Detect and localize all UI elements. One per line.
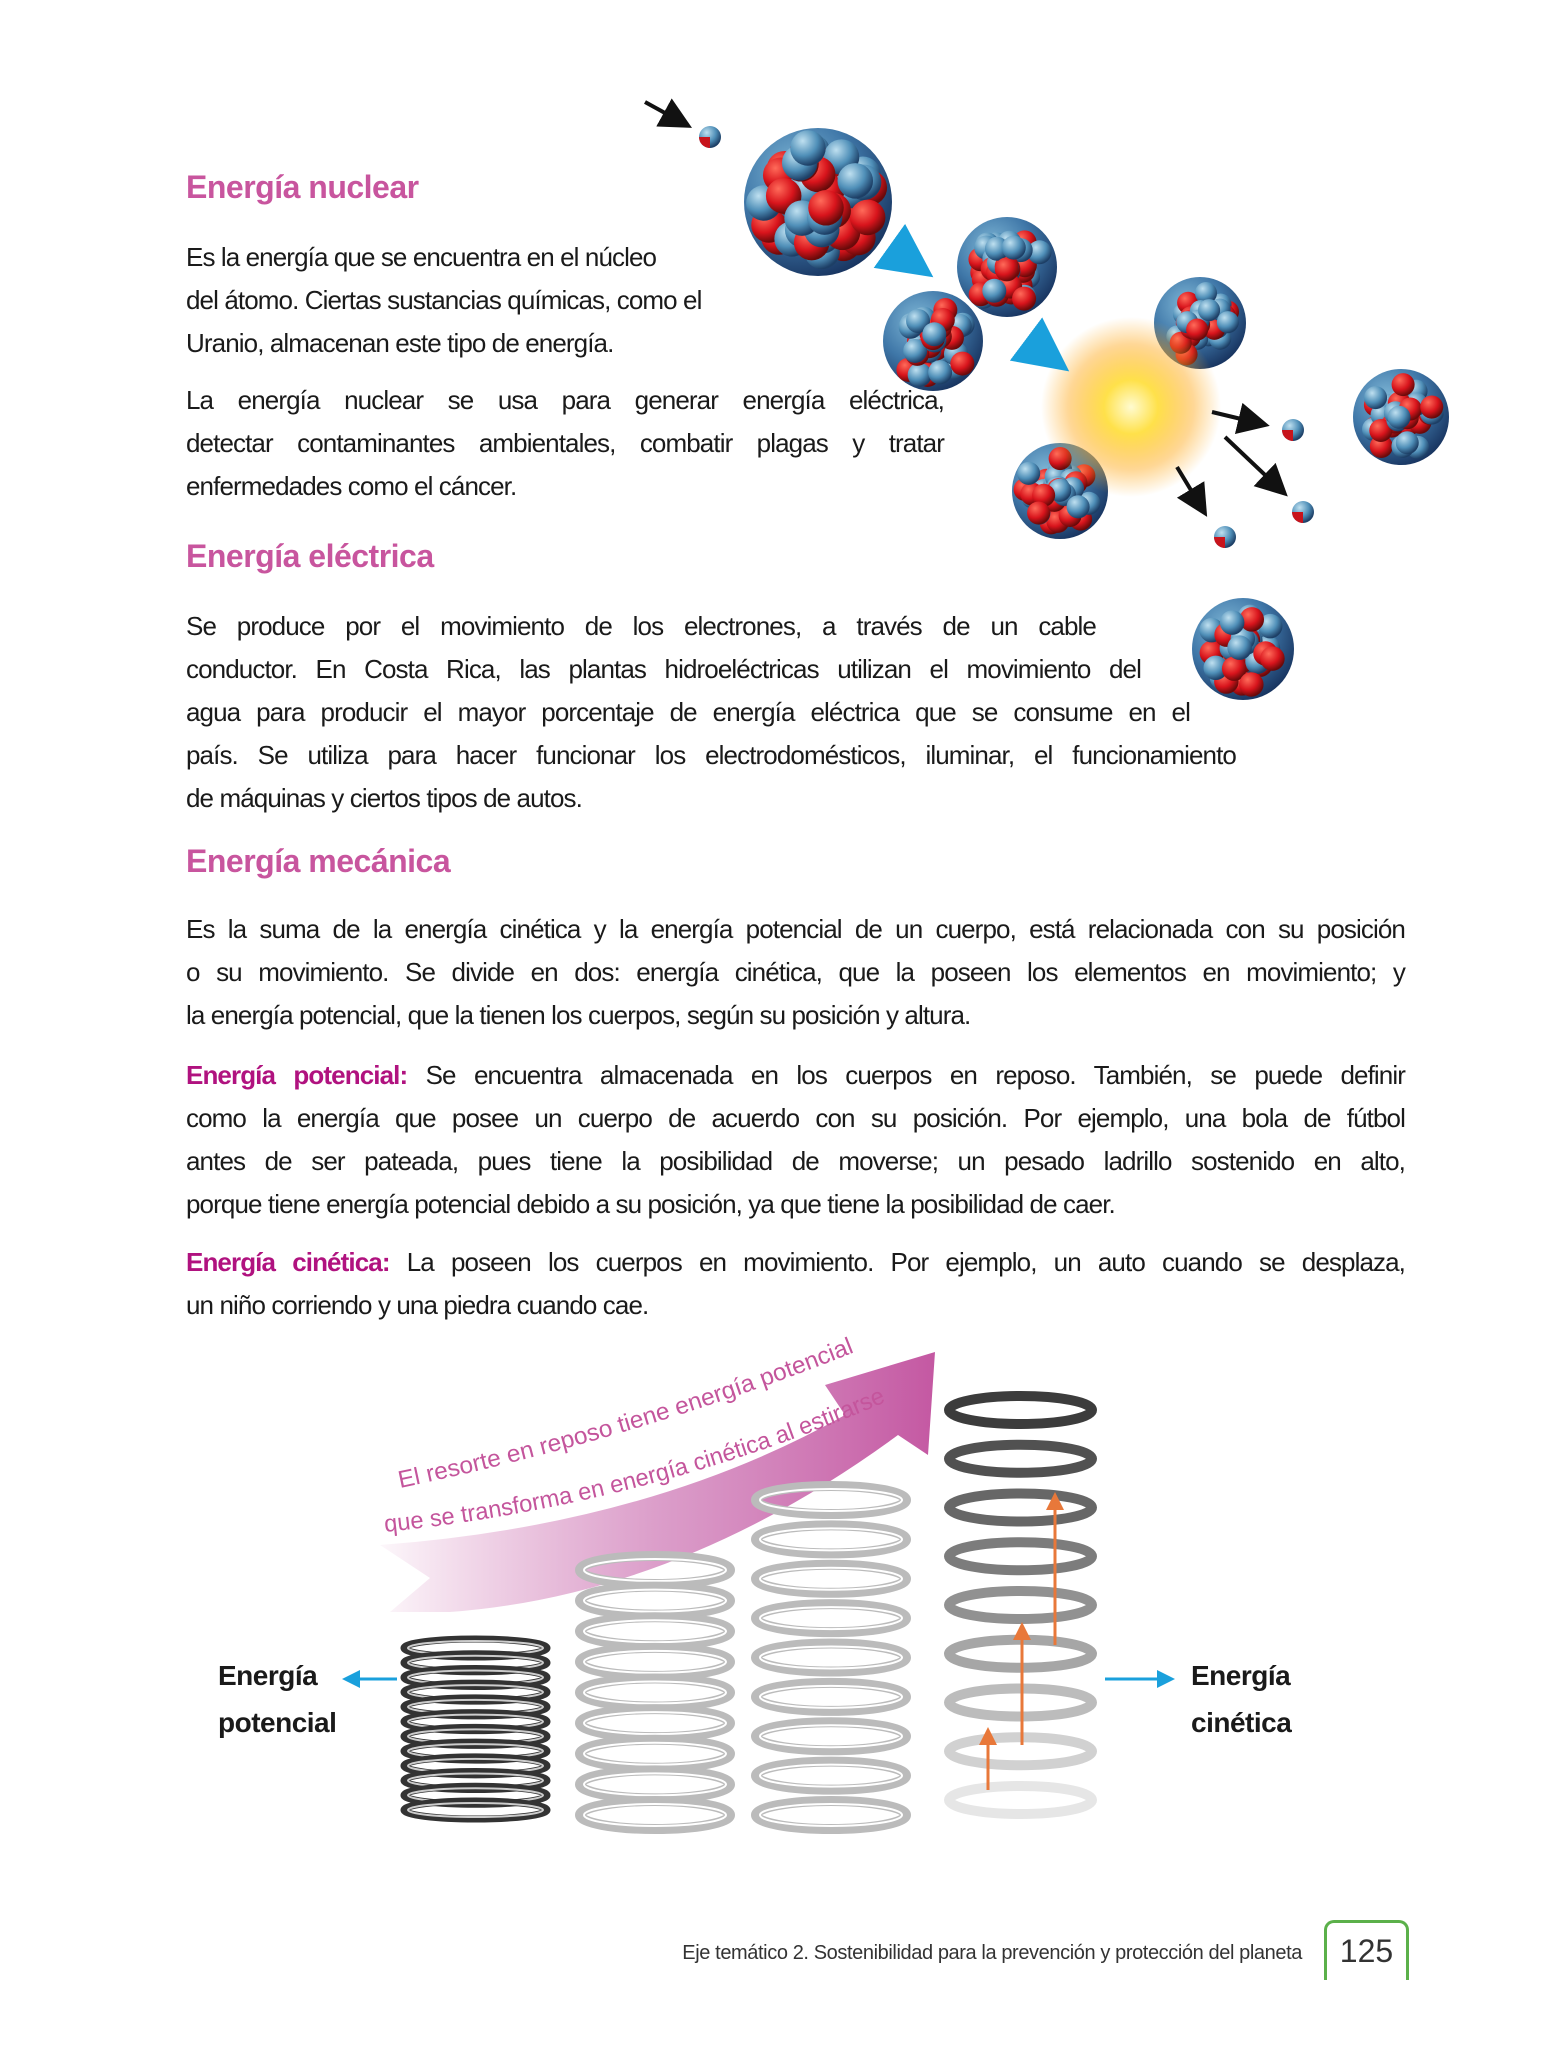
label-line: cinética [1191, 1707, 1292, 1738]
text-line: antes de ser pateada, pues tiene la posibilidad de moverse; un pesado ladrillo sostenido en alto, [186, 1146, 1405, 1176]
text-line: de máquinas y ciertos tipos de autos. [186, 783, 582, 813]
neutron-particle-icon [1282, 419, 1304, 441]
label-line: Energía [218, 1660, 318, 1691]
text-line: La energía nuclear se usa para generar energía eléctrica, [186, 385, 944, 415]
label-energia-cinetica [1191, 1652, 1291, 1746]
text-line: un niño corriendo y una piedra cuando cae. [186, 1290, 649, 1320]
heading-electrica: Energía eléctrica [186, 538, 434, 574]
footer-text: Eje temático 2. Sostenibilidad para la prevención y protección del planeta [682, 1942, 1302, 1964]
neutron-particle-icon [699, 126, 721, 148]
neutron-particle-icon [1214, 526, 1236, 548]
atom-nucleus-icon [744, 128, 892, 276]
nuclear-paragraph-2 [186, 379, 944, 508]
atom-nucleus-icon [957, 217, 1057, 317]
spring-icon [404, 1639, 547, 1819]
electrica-paragraph [186, 605, 1236, 820]
label-line: Energía [1191, 1660, 1291, 1691]
spring-icon [756, 1486, 906, 1829]
text-line: país. Se utiliza para hacer funcionar los electrodomésticos, iluminar, el funcionamiento [186, 740, 1236, 770]
text-line: conductor. En Costa Rica, las plantas hidroeléctricas utilizan el movimiento del [186, 654, 1141, 684]
label-energia-potencial [218, 1652, 336, 1746]
label-line: potencial [218, 1707, 337, 1738]
text-line: enfermedades como el cáncer. [186, 471, 517, 501]
text-line: Uranio, almacenan este tipo de energía. [186, 328, 614, 358]
text-line: del átomo. Ciertas sustancias químicas, como el [186, 285, 702, 315]
text-line: o su movimiento. Se divide en dos: energía cinética, que la poseen los elementos en movimiento; y [186, 957, 1405, 987]
potencial-paragraph [186, 1054, 1405, 1226]
text-line: porque tiene energía potencial debido a su posición, ya que tiene la posibilidad de caer. [186, 1189, 1115, 1219]
arrow-text-1: El resorte en reposo tiene energía potencial [395, 1332, 857, 1494]
neutron-particle-icon [1292, 501, 1314, 523]
heading-mecanica: Energía mecánica [186, 843, 451, 879]
mecanica-paragraph [186, 908, 1405, 1037]
text-line: Es la energía que se encuentra en el núcleo [186, 242, 657, 272]
nuclear-paragraph-1 [186, 236, 746, 365]
spring-icon [949, 1396, 1092, 1814]
cinetica-paragraph [186, 1241, 1405, 1327]
spring-icon [580, 1556, 730, 1829]
text-line: Se encuentra almacenada en los cuerpos en reposo. También, se puede definir [425, 1060, 1406, 1090]
atom-nucleus-icon [1353, 369, 1449, 465]
term-cinetica: Energía cinética: [186, 1247, 390, 1277]
term-potencial: Energía potencial: [186, 1060, 408, 1090]
text-line: Se produce por el movimiento de los electrones, a través de un cable [186, 611, 1096, 641]
fission-explosion [1041, 317, 1221, 497]
text-line: agua para producir el mayor porcentaje de energía eléctrica que se consume en el [186, 697, 1190, 727]
text-line: La poseen los cuerpos en movimiento. Por ejemplo, un auto cuando se desplaza, [406, 1247, 1405, 1277]
arrow-text-2: que se transforma en energía cinética al estirarse [382, 1382, 889, 1538]
text-line: la energía potencial, que la tienen los cuerpos, según su posición y altura. [186, 1000, 971, 1030]
text-line: como la energía que posee un cuerpo de acuerdo con su posición. Por ejemplo, una bola de fútbol [186, 1103, 1405, 1133]
text-line: detectar contaminantes ambientales, combatir plagas y tratar [186, 428, 944, 458]
page-number: 125 [1324, 1920, 1409, 1980]
atom-nucleus-icon [883, 291, 983, 391]
text-line: Es la suma de la energía cinética y la energía potencial de un cuerpo, está relacionada con su posición [186, 914, 1405, 944]
heading-nuclear: Energía nuclear [186, 169, 419, 205]
